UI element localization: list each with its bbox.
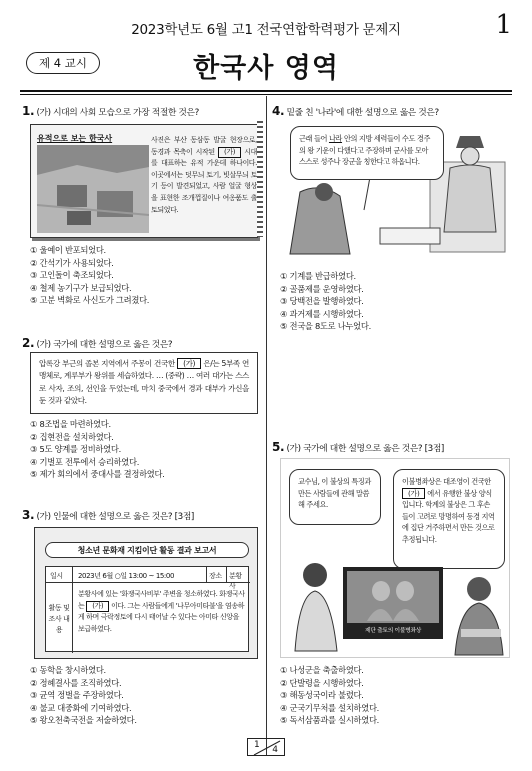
q1-number: 1.: [22, 104, 35, 118]
q5-photo-caption: 제단 출토의 이불병좌상: [364, 628, 422, 634]
q1-stem: 1. (가) 시대의 사회 모습으로 가장 적절한 것은?: [22, 104, 199, 118]
header-rule: [20, 90, 512, 92]
q4-choices: [280, 270, 510, 333]
q4-choice-5[interactable]: ⑤ 전국을 8도로 나누었다.: [280, 321, 371, 332]
q5-stem: 5. (가) 국가에 대한 설명으로 옳은 것은? [3점]: [272, 440, 444, 454]
q2-choice-2[interactable]: ② 집현전을 설치하였다.: [30, 431, 114, 442]
q5-choices: [280, 664, 510, 727]
q3-place-label: 장소: [209, 572, 222, 580]
page-number: 1: [495, 10, 512, 40]
column-divider: [266, 96, 267, 756]
q2-passage: 압록강 부근의 졸본 지역에서 주몽이 건국한 (가) 은/는 5부족 연맹체로, 계루부가 왕위를 세습하였다. … (중략) … 여러 대가는 스스로 사자, 조의, 선인을 두었는데, 마치 중국에서 경과 대부가 가신을 둔 것과 같았다.: [30, 352, 258, 414]
q2-choices: [30, 418, 260, 481]
q3-blank: (가): [86, 601, 109, 612]
q3-stem: 3. (가) 인물에 대한 설명으로 옳은 것은? [3점]: [22, 508, 194, 522]
q1-passage: 사진은 부산 동삼동 발굴 현장으로, 동경과 목축이 시작된 (가) 시대를 대표하는 유적 가운데 하나이다. 이곳에서는 덧무늬 토기, 빗살무늬 토기 등이 발견되었고, 사람 얼굴 형상을 표현한 조개껍질이나 여옹품도 출토되었다.: [151, 136, 258, 214]
q5-professor-bubble: 이불병좌상은 대조영이 건국한 (가) 에서 유행한 불상 양식입니다. 학계의 불상은 그 후손들이 고려로 망명하여 동경 지역에 집단 거주하면서 만든 것으로 추정됩니다.: [393, 469, 505, 569]
q3-report-title: 청소년 문화재 지킴이단 활동 결과 보고서: [45, 542, 249, 558]
q3-choice-1[interactable]: ① 동학을 창시하였다.: [30, 665, 106, 675]
q3-choices: [30, 664, 260, 727]
q3-report-table: [45, 566, 249, 652]
q5-blank: (가): [402, 488, 425, 499]
q3-content-label: 활동 및 조사 내용: [48, 604, 70, 634]
exam-title: 2023학년도 6월 고1 전국연합학력평가 문제지: [131, 22, 401, 38]
q1-choice-5[interactable]: ⑤ 고분 벽화로 사신도가 그려졌다.: [30, 295, 150, 306]
q4-number: 4.: [272, 104, 285, 118]
q3-date-value: 2023년 6월 ○일 13:00 ~ 15:00: [78, 572, 174, 580]
q2-choice-5[interactable]: ⑤ 제가 회의에서 중대사를 결정하였다.: [30, 469, 165, 480]
q3-choice-2[interactable]: ② 정혜결사를 조직하였다.: [30, 677, 122, 688]
student-figure-illustration: [285, 555, 345, 655]
q1-card: [30, 124, 258, 238]
q2-choice-3[interactable]: ③ 5도 양계를 정비하였다.: [30, 444, 121, 455]
q5-choice-3[interactable]: ③ 해동성국이라 불렸다.: [280, 690, 364, 701]
q1-choices: [30, 244, 260, 307]
q3-place-value: 분황사: [229, 572, 242, 590]
q2-number: 2.: [22, 336, 35, 350]
q2-choice-1[interactable]: ① 8조법을 마련하였다.: [30, 419, 111, 429]
q2-stem: 2. (가) 국가에 대한 설명으로 옳은 것은?: [22, 336, 173, 350]
q5-scene: [280, 458, 510, 658]
professor-figure-illustration: [447, 569, 509, 657]
q4-choice-1[interactable]: ① 기계를 반급하였다.: [280, 271, 356, 281]
q5-buddha-photo-frame: [343, 567, 443, 639]
q1-choice-3[interactable]: ③ 고인돌이 축조되었다.: [30, 270, 114, 281]
q1-choice-2[interactable]: ② 간석기가 사용되었다.: [30, 257, 114, 268]
q3-choice-3[interactable]: ③ 균역 정벌을 주장하였다.: [30, 690, 124, 701]
q3-content: 분황사에 있는 '화쟁국사비부' 주변을 청소하였다. 화쟁국사는 (가) 이다. 그는 사람들에게 '나무아미타불'을 염송하게 하며 극락정토에 다시 태어날 수 있다는 아미타 신앙을 보급하였다.: [78, 590, 245, 633]
header-rule-thin: [20, 94, 512, 95]
q5-buddha-photo: [347, 571, 439, 623]
page-total: 4: [272, 745, 278, 755]
q4-scene: [280, 122, 510, 262]
page-indicator: [247, 738, 285, 756]
q4-choice-4[interactable]: ④ 과거제를 시행하였다.: [280, 308, 364, 319]
q3-report: [34, 527, 258, 659]
q1-card-title: 유적으로 보는 한국사: [37, 134, 113, 143]
q5-number: 5.: [272, 440, 285, 454]
q3-choice-4[interactable]: ④ 불교 대중화에 기여하였다.: [30, 702, 132, 713]
q3-choice-5[interactable]: ⑤ 왕오천축국전을 저술하였다.: [30, 715, 137, 726]
q5-choice-1[interactable]: ① 나성군을 축출하였다.: [280, 665, 364, 675]
subject-title: 한국사 영역: [193, 53, 339, 84]
q5-choice-2[interactable]: ② 단발령을 시행하였다.: [280, 677, 364, 688]
q4-choice-2[interactable]: ② 골품제를 운영하였다.: [280, 283, 364, 294]
q3-date-label: 일시: [50, 572, 63, 580]
q1-choice-1[interactable]: ① 울예이 반포되었다.: [30, 245, 106, 255]
excavation-site-illustration: [37, 145, 149, 233]
q1-card-binding: [257, 121, 263, 237]
q1-choice-4[interactable]: ④ 철제 농기구가 보급되었다.: [30, 282, 132, 293]
q4-choice-3[interactable]: ③ 당백전을 발행하였다.: [280, 296, 364, 307]
period-badge: 제 4 교시: [26, 52, 100, 74]
q5-student-bubble: 교수님, 이 불상의 특징과 만든 사람들에 관해 말씀해 주세요.: [289, 469, 381, 525]
q5-choice-4[interactable]: ④ 군국기무처를 설치하였다.: [280, 702, 380, 713]
page-current: 1: [254, 740, 260, 750]
q2-choice-4[interactable]: ④ 기벌포 전투에서 승리하였다.: [30, 456, 140, 467]
q5-choice-5[interactable]: ⑤ 독서삼품과를 실시하였다.: [280, 715, 380, 726]
q3-number: 3.: [22, 508, 35, 522]
q1-excavation-photo: [37, 145, 149, 233]
q4-speech-bubble: 근래 들어 나라 안의 지방 세력들이 수도 경주의 왕 기운이 다했다고 주장하며 군사를 모아 스스로 성주나 장군을 칭한다고 하옵니다.: [290, 126, 444, 180]
q1-blank: (가): [218, 147, 241, 158]
q4-stem: 4. 밑줄 친 '나라'에 대한 설명으로 옳은 것은?: [272, 104, 439, 118]
q4-underlined-word: 나라: [328, 134, 343, 143]
q2-blank: (가): [177, 358, 201, 369]
twin-buddha-statue-illustration: [347, 571, 439, 623]
